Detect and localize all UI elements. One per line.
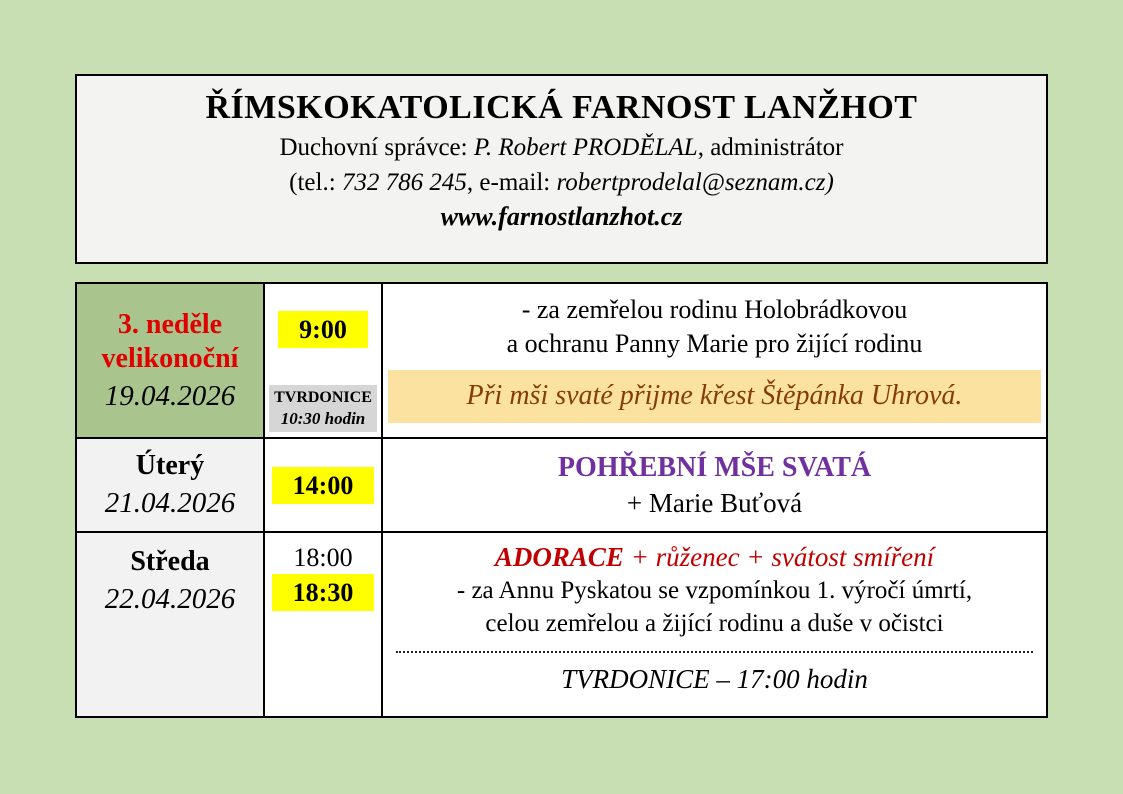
administrator-label: Duchovní správce: xyxy=(279,134,474,161)
email-address: robertprodelal@seznam.cz) xyxy=(556,169,834,196)
parish-website: www.farnostlanzhot.cz xyxy=(440,202,683,231)
sunday-intention-line2: a ochranu Panny Marie pro žijící rodinu xyxy=(506,329,923,358)
tvrdonice-chip-label: TVRDONICE xyxy=(274,389,372,406)
parish-header-box xyxy=(75,74,1048,264)
mass-schedule-table xyxy=(75,282,1048,718)
administrator-name: P. Robert PRODĚLAL xyxy=(473,134,698,161)
wednesday-name: Středa xyxy=(130,546,210,577)
content-cell-wednesday xyxy=(383,533,1046,716)
tuesday-date: 21.04.2026 xyxy=(104,487,236,519)
adoration-event-line xyxy=(495,540,934,574)
adoration-event-rest: + růženec + svátost smíření xyxy=(623,542,935,572)
funeral-mass-title: POHŘEBNÍ MŠE SVATÁ xyxy=(557,452,872,483)
administrator-line xyxy=(77,134,1046,162)
tuesday-time-highlight: 14:00 xyxy=(272,467,375,504)
dashed-divider xyxy=(396,651,1033,653)
time-cell-tuesday xyxy=(265,439,383,533)
tuesday-name: Úterý xyxy=(135,450,205,481)
wednesday-intention-line1: - za Annu Pyskatou se vzpomínkou 1. výročí úmrtí, xyxy=(456,577,973,604)
email-label: , e-mail: xyxy=(466,169,557,196)
content-cell-tuesday xyxy=(383,439,1046,533)
time-cell-sunday xyxy=(265,284,383,439)
day-cell-tuesday xyxy=(77,439,265,533)
day-cell-wednesday xyxy=(77,533,265,716)
sunday-date: 19.04.2026 xyxy=(104,379,236,412)
sunday-time-highlight: 9:00 xyxy=(278,311,368,348)
parish-title: ŘÍMSKOKATOLICKÁ FARNOST LANŽHOT xyxy=(205,89,918,126)
wednesday-intention-line2: celou zemřelou a žijící rodinu a duše v očistci xyxy=(485,610,944,637)
administrator-suffix: , administrátor xyxy=(697,134,844,161)
wednesday-time-first: 18:00 xyxy=(293,543,353,572)
phone-number: 732 786 245 xyxy=(341,169,467,196)
tvrdonice-chip xyxy=(269,385,377,432)
content-cell-sunday xyxy=(383,284,1046,439)
sunday-intention-line1: - za zemřelou rodinu Holobrádkovou xyxy=(521,295,908,324)
sunday-name-line1: 3. neděle xyxy=(117,308,223,340)
adoration-event-title: ADORACE xyxy=(494,542,624,572)
contact-line xyxy=(77,169,1046,197)
tvrdonice-chip-time: 10:30 hodin xyxy=(280,409,366,428)
sunday-name-line2: velikonoční xyxy=(101,342,239,374)
wednesday-time-highlight: 18:30 xyxy=(272,574,375,611)
tvrdonice-evening-mass: TVRDONICE – 17:00 hodin xyxy=(561,664,868,694)
day-cell-sunday xyxy=(77,284,265,439)
funeral-deceased-name: + Marie Buťová xyxy=(626,488,803,518)
baptism-announcement-banner: Při mši svaté přijme křest Štěpánka Uhrová. xyxy=(388,370,1041,423)
tel-label: (tel.: xyxy=(289,169,342,196)
time-cell-wednesday xyxy=(265,533,383,716)
wednesday-date: 22.04.2026 xyxy=(104,583,236,615)
